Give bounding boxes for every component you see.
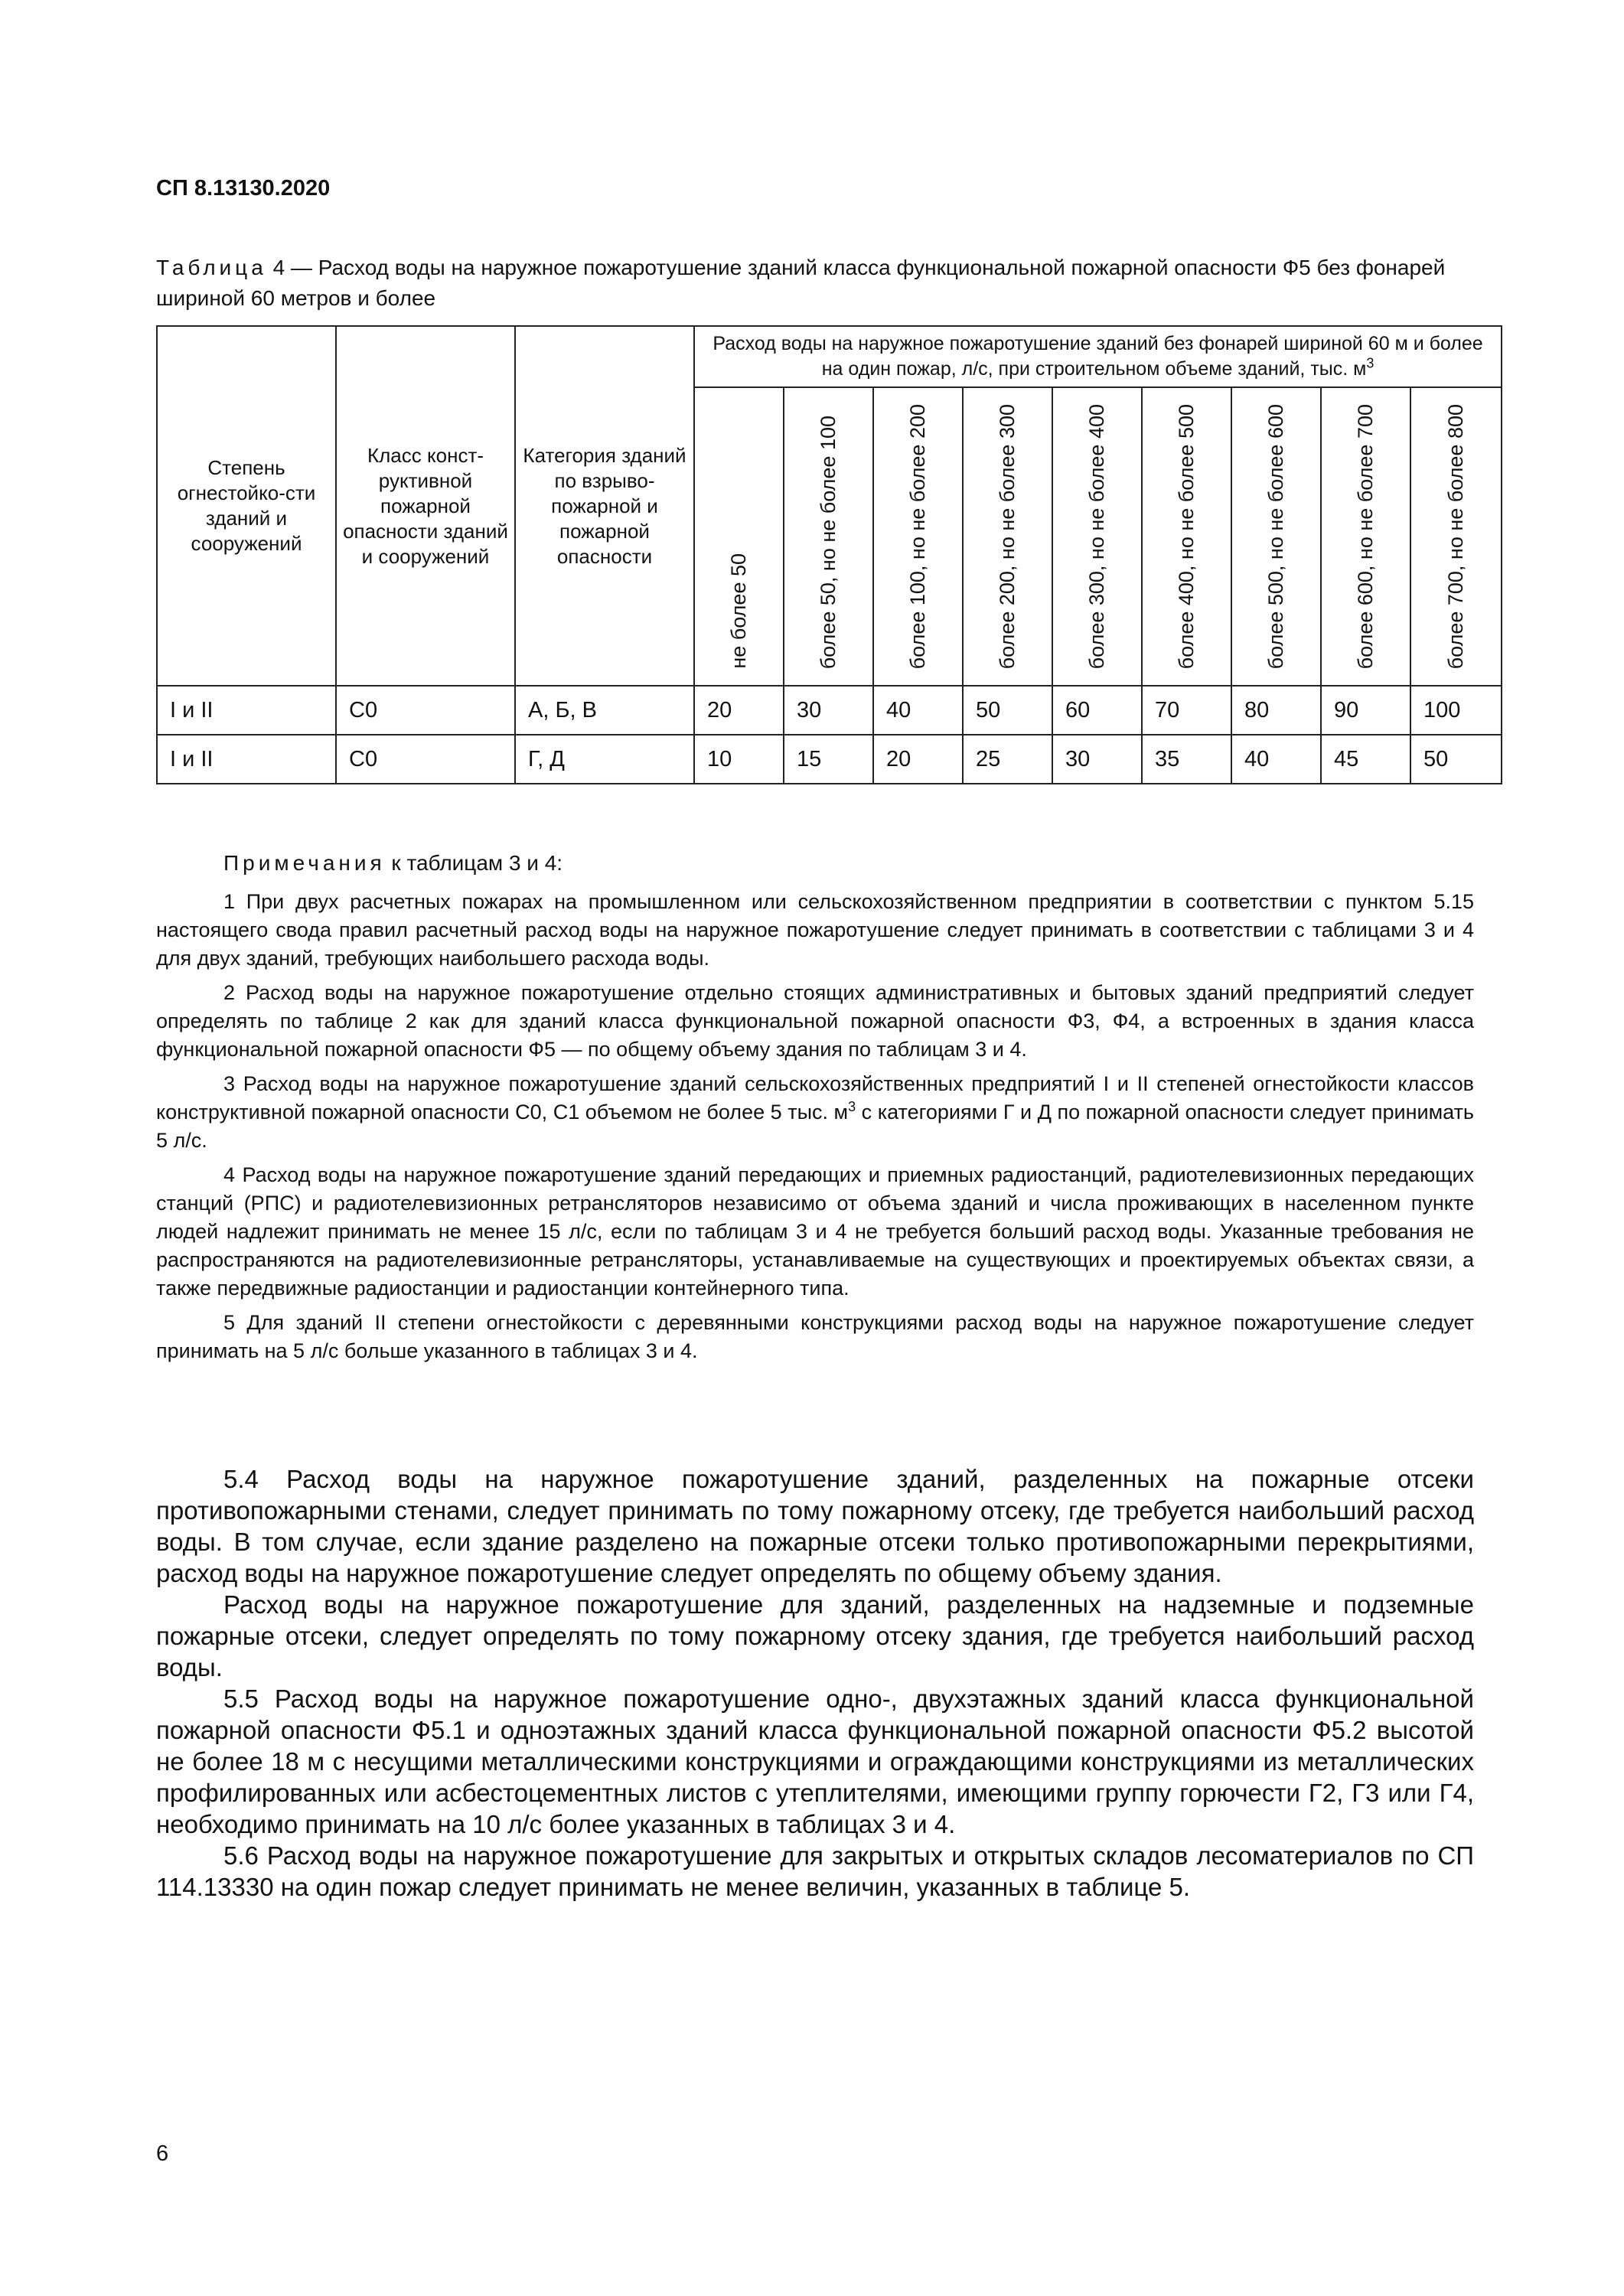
notes-title-rest: к таблицам 3 и 4: bbox=[385, 851, 563, 875]
volume-col-label: более 200, но не более 300 bbox=[996, 403, 1019, 669]
volume-col-label: более 700, но не более 800 bbox=[1444, 403, 1468, 669]
volume-col-header bbox=[1231, 387, 1321, 686]
cell-value: 60 bbox=[1052, 686, 1142, 735]
volume-col-label: не более 50 bbox=[727, 553, 750, 669]
header-fire-resistance: Степень огнестойко-сти зданий и сооружений bbox=[157, 326, 336, 686]
body-text bbox=[156, 1463, 1474, 1903]
volume-col-header bbox=[963, 387, 1052, 686]
header-water-consumption-text: Расход воды на наружное пожаротушение зданий без фонарей шириной 60 м и более на один пожар, л/с, при строительном объеме зданий, тыс. м bbox=[713, 333, 1483, 380]
cell-value: 40 bbox=[873, 686, 963, 735]
cell-value: 45 bbox=[1321, 735, 1410, 784]
volume-col-label: более 500, но не более 600 bbox=[1264, 403, 1287, 669]
cell-category: А, Б, В bbox=[515, 686, 694, 735]
cell-value: 15 bbox=[784, 735, 873, 784]
cell-value: 25 bbox=[963, 735, 1052, 784]
cell-category: Г, Д bbox=[515, 735, 694, 784]
body-paragraph: Расход воды на наружное пожаротушение для зданий, разделенных на надземные и подземные пожарные отсеки, следует определять по тому пожарному отсеку здания, где требуется наибольший расход воды. bbox=[156, 1590, 1474, 1681]
volume-col-header bbox=[784, 387, 873, 686]
table-caption bbox=[156, 253, 1474, 314]
page-number: 6 bbox=[156, 2141, 169, 2166]
cell-value: 35 bbox=[1142, 735, 1231, 784]
note-3-text: 3 Расход воды на наружное пожаротушение зданий сельскохозяйственных предприятий I и II степеней огнестойкости классов конструктивной пожарной опасности С0, С1 объемом не более 5 тыс. м bbox=[156, 1072, 1474, 1124]
notes-section bbox=[156, 888, 1474, 1371]
note-item: 4 Расход воды на наружное пожаротушение зданий передающих и приемных радиостанций, радиотелевизионных передающих станций (РПС) и радиотелевизионных ретрансляторов независимо от объема зданий и числа проживающих в населенном пункте людей надлежит принимать не менее 15 л/с, если по таблицам 3 и 4 не требуется больший расход воды. Указанные требования не распространяются на радиотелевизионные ретрансляторы, устанавливаемые на существующих и проектируемых объектах связи, а также передвижные радиостанции и радиостанции контейнерного типа. bbox=[156, 1163, 1474, 1300]
note-3-tail: с категориями Г и Д по пожарной опасности следует принимать 5 л/с. bbox=[156, 1101, 1474, 1152]
volume-col-header bbox=[694, 387, 784, 686]
volume-col-header bbox=[1052, 387, 1142, 686]
cell-value: 20 bbox=[694, 686, 784, 735]
cell-value: 50 bbox=[1410, 735, 1502, 784]
volume-col-header bbox=[873, 387, 963, 686]
cell-value: 20 bbox=[873, 735, 963, 784]
header-construction-class: Класс конст-руктивной пожарной опасности зданий и сооружений bbox=[336, 326, 515, 686]
cell-value: 50 bbox=[963, 686, 1052, 735]
note-item: 2 Расход воды на наружное пожаротушение отдельно стоящих административных и бытовых зданий предприятий следует определять по таблице 2 как для зданий класса функциональной пожарной опасности Ф3, Ф4, а встроенных в здания класса функциональной пожарной опасности Ф5 — по общему объему здания по таблицам 3 и 4. bbox=[156, 981, 1474, 1061]
table-caption-label: Таблица bbox=[156, 256, 267, 279]
volume-col-label: более 400, но не более 500 bbox=[1175, 403, 1198, 669]
volume-col-header bbox=[1321, 387, 1410, 686]
body-paragraph: 5.5 Расход воды на наружное пожаротушение одно-, двухэтажных зданий класса функциональной пожарной опасности Ф5.1 и одноэтажных зданий класса функциональной пожарной опасности Ф5.2 высотой не более 18 м с несущими металлическими конструкциями и ограждающими конструкциями из металлических профилированных или асбестоцементных листов с утеплителями, имеющими группу горючести Г2, Г3 или Г4, необходимо принимать на 10 л/с более указанных в таблицах 3 и 4. bbox=[156, 1684, 1474, 1838]
cell-value: 90 bbox=[1321, 686, 1410, 735]
header-category: Категория зданий по взрыво-пожарной и пожарной опасности bbox=[515, 326, 694, 686]
volume-col-label: более 100, но не более 200 bbox=[906, 403, 929, 669]
volume-col-label: более 600, но не более 700 bbox=[1354, 403, 1377, 669]
notes-title bbox=[223, 851, 563, 876]
volume-col-header bbox=[1410, 387, 1502, 686]
table-caption-text: 4 — Расход воды на наружное пожаротушение зданий класса функциональной пожарной опасности Ф5 без фонарей шириной 60 метров и более bbox=[156, 256, 1446, 310]
cell-class: С0 bbox=[336, 686, 515, 735]
body-paragraph: 5.4 Расход воды на наружное пожаротушение зданий, разделенных на пожарные отсеки противопожарными стенами, следует принимать по тому пожарному отсеку, где требуется наибольший расход воды. В том случае, если здание разделено на пожарные отсеки только противопожарными перекрытиями, расход воды на наружное пожаротушение следует определять по общему объему здания. bbox=[156, 1465, 1474, 1587]
document-code: СП 8.13130.2020 bbox=[156, 176, 331, 201]
cell-value: 80 bbox=[1231, 686, 1321, 735]
cell-class: С0 bbox=[336, 735, 515, 784]
body-paragraph: 5.6 Расход воды на наружное пожаротушение для закрытых и открытых складов лесоматериалов по СП 114.13330 на один пожар следует принимать не менее величин, указанных в таблице 5. bbox=[156, 1841, 1474, 1901]
water-consumption-table bbox=[156, 325, 1502, 784]
table-header-row bbox=[157, 326, 1502, 387]
cell-value: 30 bbox=[784, 686, 873, 735]
note-3-superscript: 3 bbox=[848, 1099, 856, 1114]
note-item: 5 Для зданий II степени огнестойкости с деревянными конструкциями расход воды на наружное пожаротушение следует принимать на 5 л/с больше указанного в таблицах 3 и 4. bbox=[156, 1311, 1474, 1362]
cell-value: 30 bbox=[1052, 735, 1142, 784]
cell-degree: I и II bbox=[157, 686, 336, 735]
volume-col-label: более 300, но не более 400 bbox=[1085, 403, 1108, 669]
notes-title-label: Примечания bbox=[223, 851, 386, 875]
volume-col-label: более 50, но не более 100 bbox=[817, 415, 840, 669]
cell-degree: I и II bbox=[157, 735, 336, 784]
cell-value: 40 bbox=[1231, 735, 1321, 784]
note-item bbox=[156, 1070, 1474, 1155]
table-row bbox=[157, 686, 1502, 735]
header-water-consumption bbox=[694, 326, 1502, 387]
table-row bbox=[157, 735, 1502, 784]
volume-col-header bbox=[1142, 387, 1231, 686]
header-unit-superscript: 3 bbox=[1366, 355, 1375, 371]
cell-value: 70 bbox=[1142, 686, 1231, 735]
cell-value: 100 bbox=[1410, 686, 1502, 735]
note-item: 1 При двух расчетных пожарах на промышленном или сельскохозяйственном предприятии в соответствии с пунктом 5.15 настоящего свода правил расчетный расход воды на наружное пожаротушение следует принимать в соответствии с таблицами 3 и 4 для двух зданий, требующих наибольшего расхода воды. bbox=[156, 890, 1474, 970]
cell-value: 10 bbox=[694, 735, 784, 784]
